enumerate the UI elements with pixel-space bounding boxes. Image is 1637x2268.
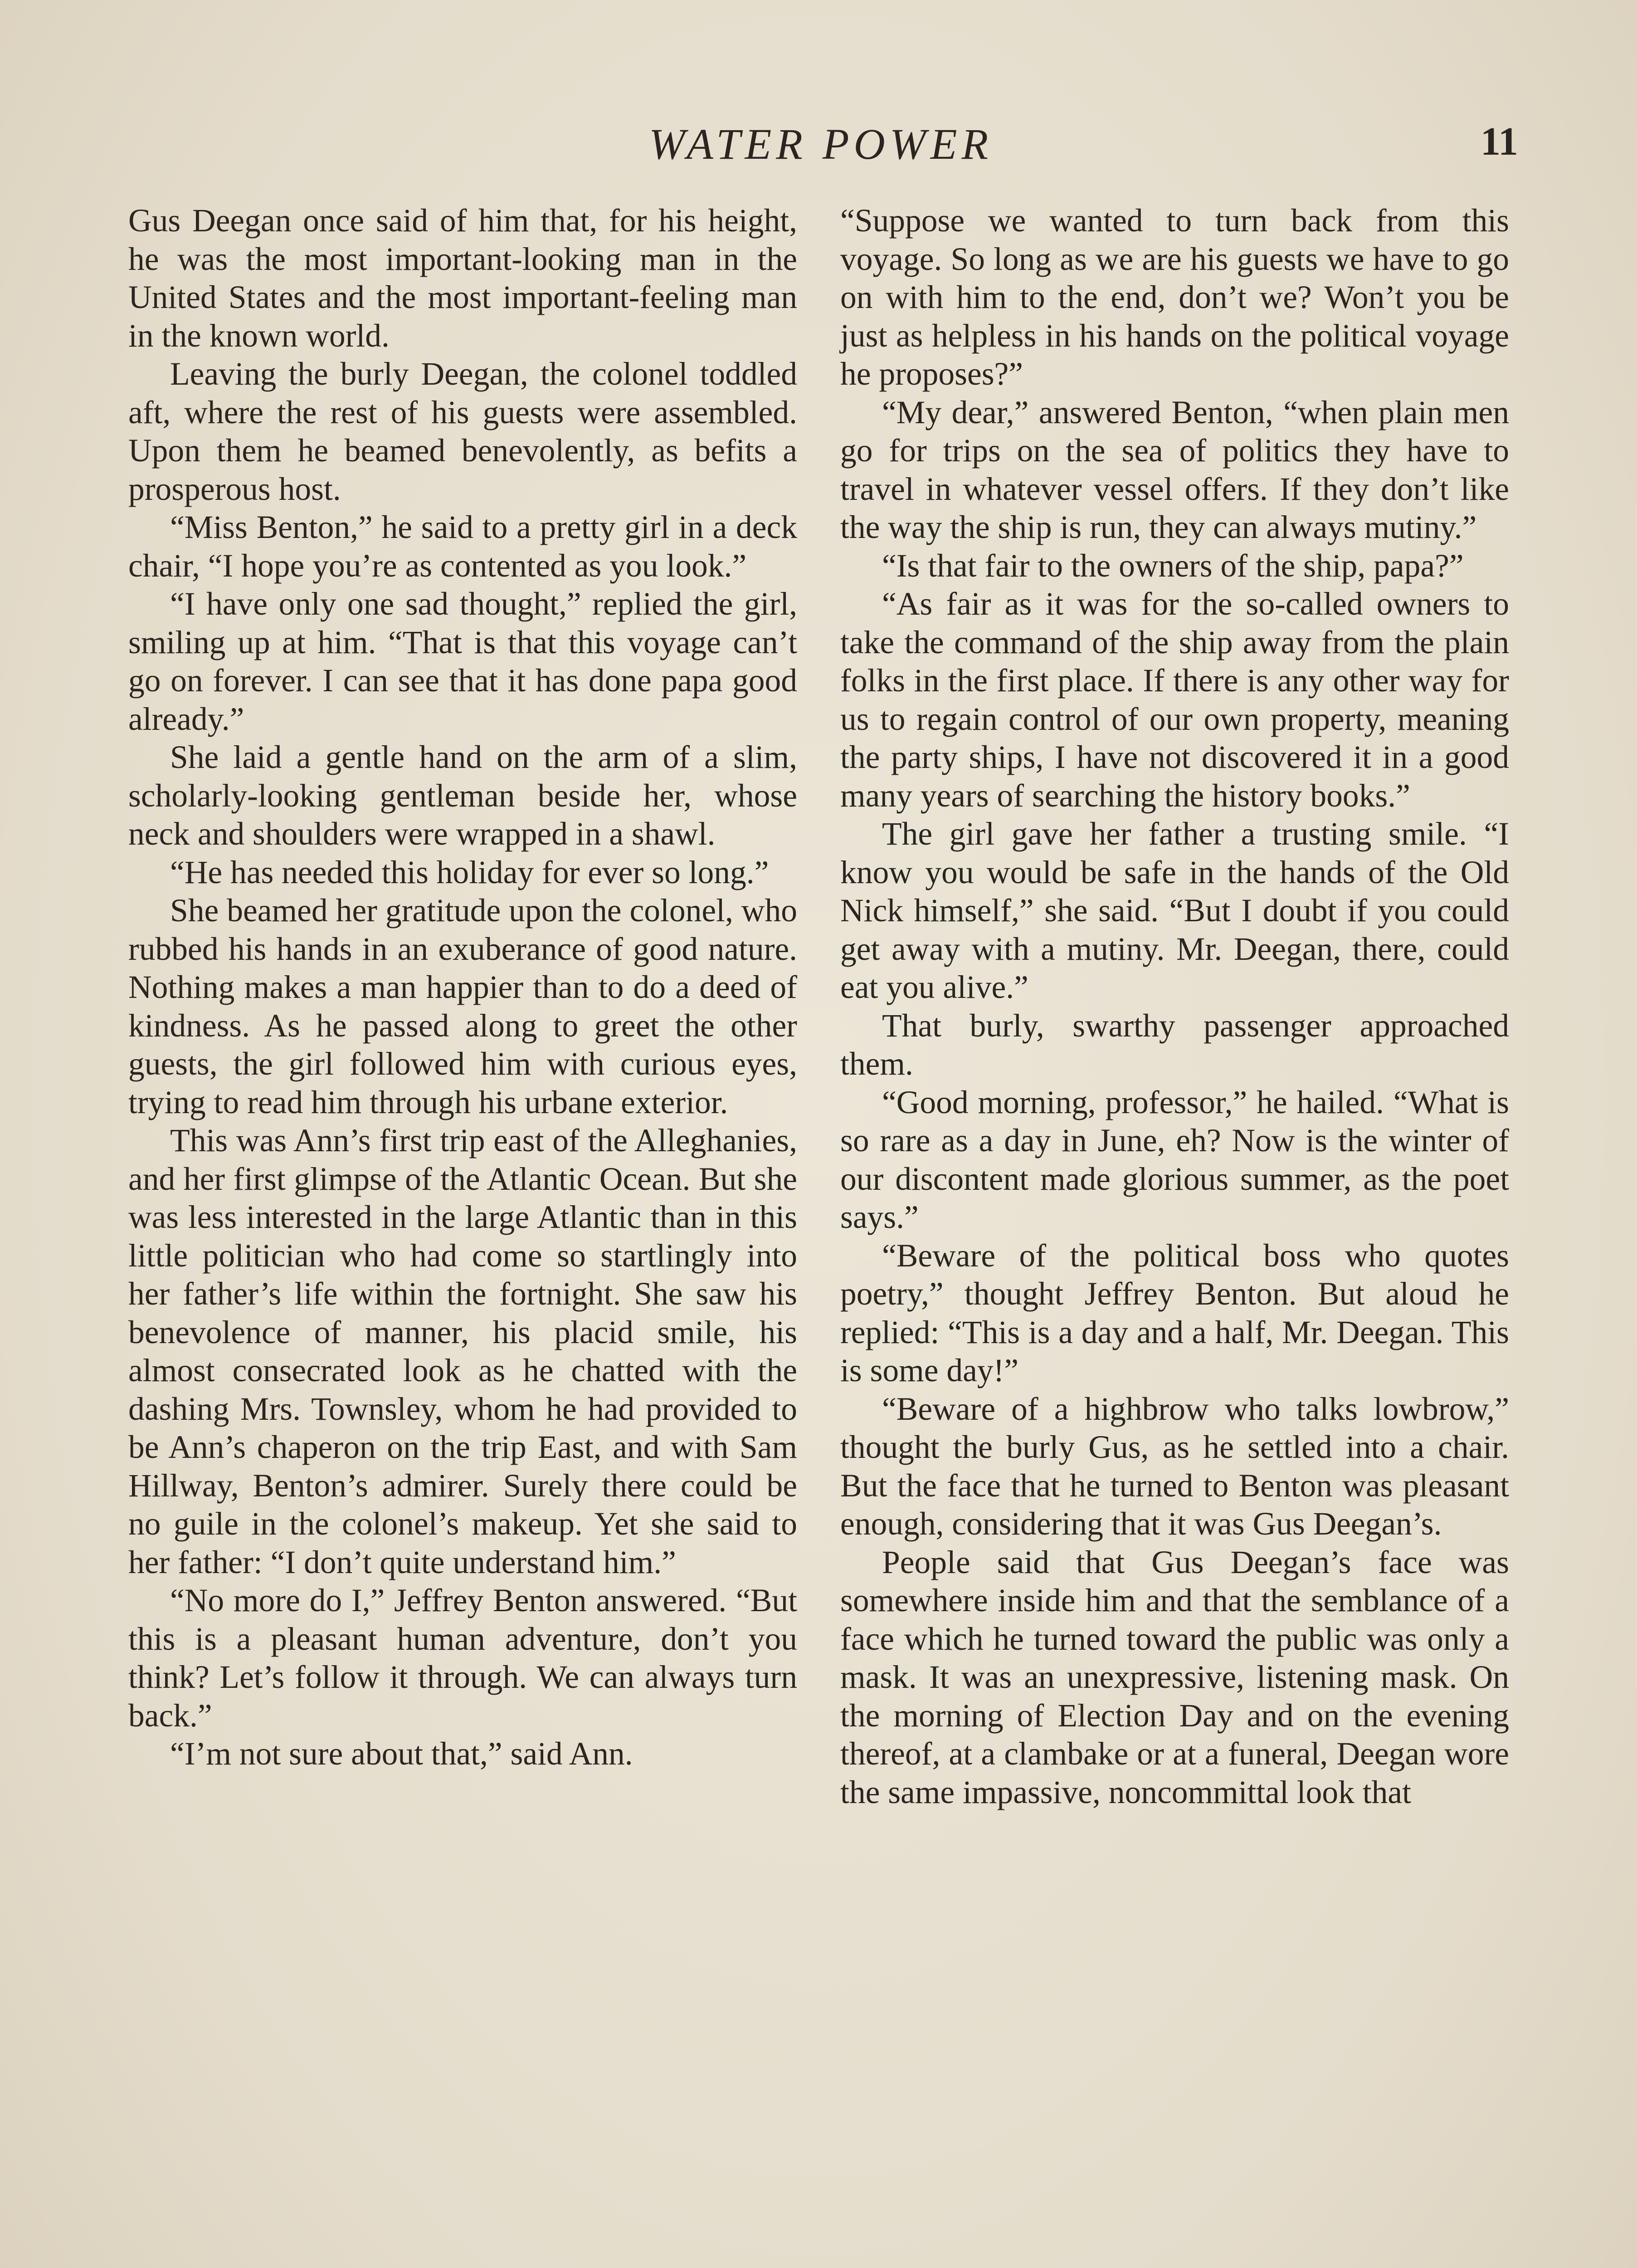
- paragraph: “I have only one sad thought,” replied the girl, smiling up at him. “That is that this voyage can’t go on forever. I can see that it has done papa good already.”: [128, 586, 797, 737]
- paragraph: “I’m not sure about that,” said Ann.: [170, 1736, 633, 1772]
- paragraph: “My dear,” answered Benton, “when plain men go for trips on the sea of politics they have to travel in whatever vessel offers. If they don’t like the way the ship is run, they can always mutiny.”: [840, 394, 1509, 545]
- paragraph: That burly, swarthy passenger approached them.: [840, 1007, 1509, 1082]
- paragraph: “Beware of the political boss who quotes poetry,” thought Jeffrey Benton. But aloud he replied: “This is a day and a half, Mr. Deegan. This is some day!”: [840, 1237, 1509, 1388]
- paragraph: The girl gave her father a trusting smile. “I know you would be safe in the hands of the Old Nick himself,” she said. “But I doubt if you could get away with a mutiny. Mr. Deegan, there, could eat you alive.”: [840, 816, 1509, 1005]
- right-column: [840, 202, 1509, 1812]
- paragraph: Leaving the burly Deegan, the colonel toddled aft, where the rest of his guests were assembled. Upon them he beamed benevolently, as befits a prosperous host.: [128, 356, 797, 507]
- paragraph: “Suppose we wanted to turn back from this voyage. So long as we are his guests we have to go on with him to the end, don’t we? Won’t you be just as helpless in his hands on the political voyage he proposes?”: [840, 203, 1509, 392]
- paragraph: “As fair as it was for the so-called owners to take the command of the ship away from the plain folks in the first place. If there is any other way for us to regain control of our own property, meaning the party ships, I have not discovered it in a good many years of searching the history books.”: [840, 586, 1509, 814]
- paragraph: People said that Gus Deegan’s face was somewhere inside him and that the semblance of a face which he turned toward the public was only a mask. It was an unexpressive, listening mask. On the morning of Election Day and on the evening thereof, at a clambake or at a funeral, Deegan wore the same impassive, noncommittal look that: [840, 1544, 1509, 1810]
- page-number: 11: [1480, 120, 1518, 164]
- paragraph: “Is that fair to the owners of the ship, papa?”: [882, 547, 1464, 584]
- paragraph: She beamed her gratitude upon the colonel, who rubbed his hands in an exuberance of good nature. Nothing makes a man happier than to do a deed of kindness. As he passed along to greet the other guests, the girl followed him with curious eyes, trying to read him through his urbane exterior.: [128, 893, 797, 1120]
- paragraph: She laid a gentle hand on the arm of a slim, scholarly-looking gentleman beside her, whose neck and shoulders were wrapped in a shawl.: [128, 739, 797, 852]
- running-head: [0, 119, 1637, 169]
- running-title: WATER POWER: [648, 120, 993, 168]
- paragraph: “He has needed this holiday for ever so long.”: [170, 854, 769, 890]
- left-column: [128, 202, 797, 1774]
- paragraph: “Good morning, professor,” he hailed. “What is so rare as a day in June, eh? Now is the winter of our discontent made glorious summer, as the poet says.”: [840, 1084, 1509, 1235]
- paragraph: “Miss Benton,” he said to a pretty girl in a deck chair, “I hope you’re as contented as you look.”: [128, 509, 797, 584]
- paragraph: Gus Deegan once said of him that, for his height, he was the most important-looking man in the United States and the most important-feeling man in the known world.: [128, 203, 797, 354]
- paragraph: This was Ann’s first trip east of the Alleghanies, and her first glimpse of the Atlantic Ocean. But she was less interested in the large Atlantic than in this little politician who had come so startlingly into her father’s life within the fortnight. She saw his benevolence of manner, his placid smile, his almost consecrated look as he chatted with the dashing Mrs. Townsley, whom he had provided to be Ann’s chaperon on the trip East, and with Sam Hillway, Benton’s admirer. Surely there could be no guile in the colonel’s makeup. Yet she said to her father: “I don’t quite understand him.”: [128, 1123, 797, 1580]
- paragraph: “Beware of a highbrow who talks lowbrow,” thought the burly Gus, as he settled into a chair. But the face that he turned to Benton was pleasant enough, considering that it was Gus Deegan’s.: [840, 1391, 1509, 1542]
- paragraph: “No more do I,” Jeffrey Benton answered. “But this is a pleasant human adventure, don’t you think? Let’s follow it through. We can always turn back.”: [128, 1583, 797, 1734]
